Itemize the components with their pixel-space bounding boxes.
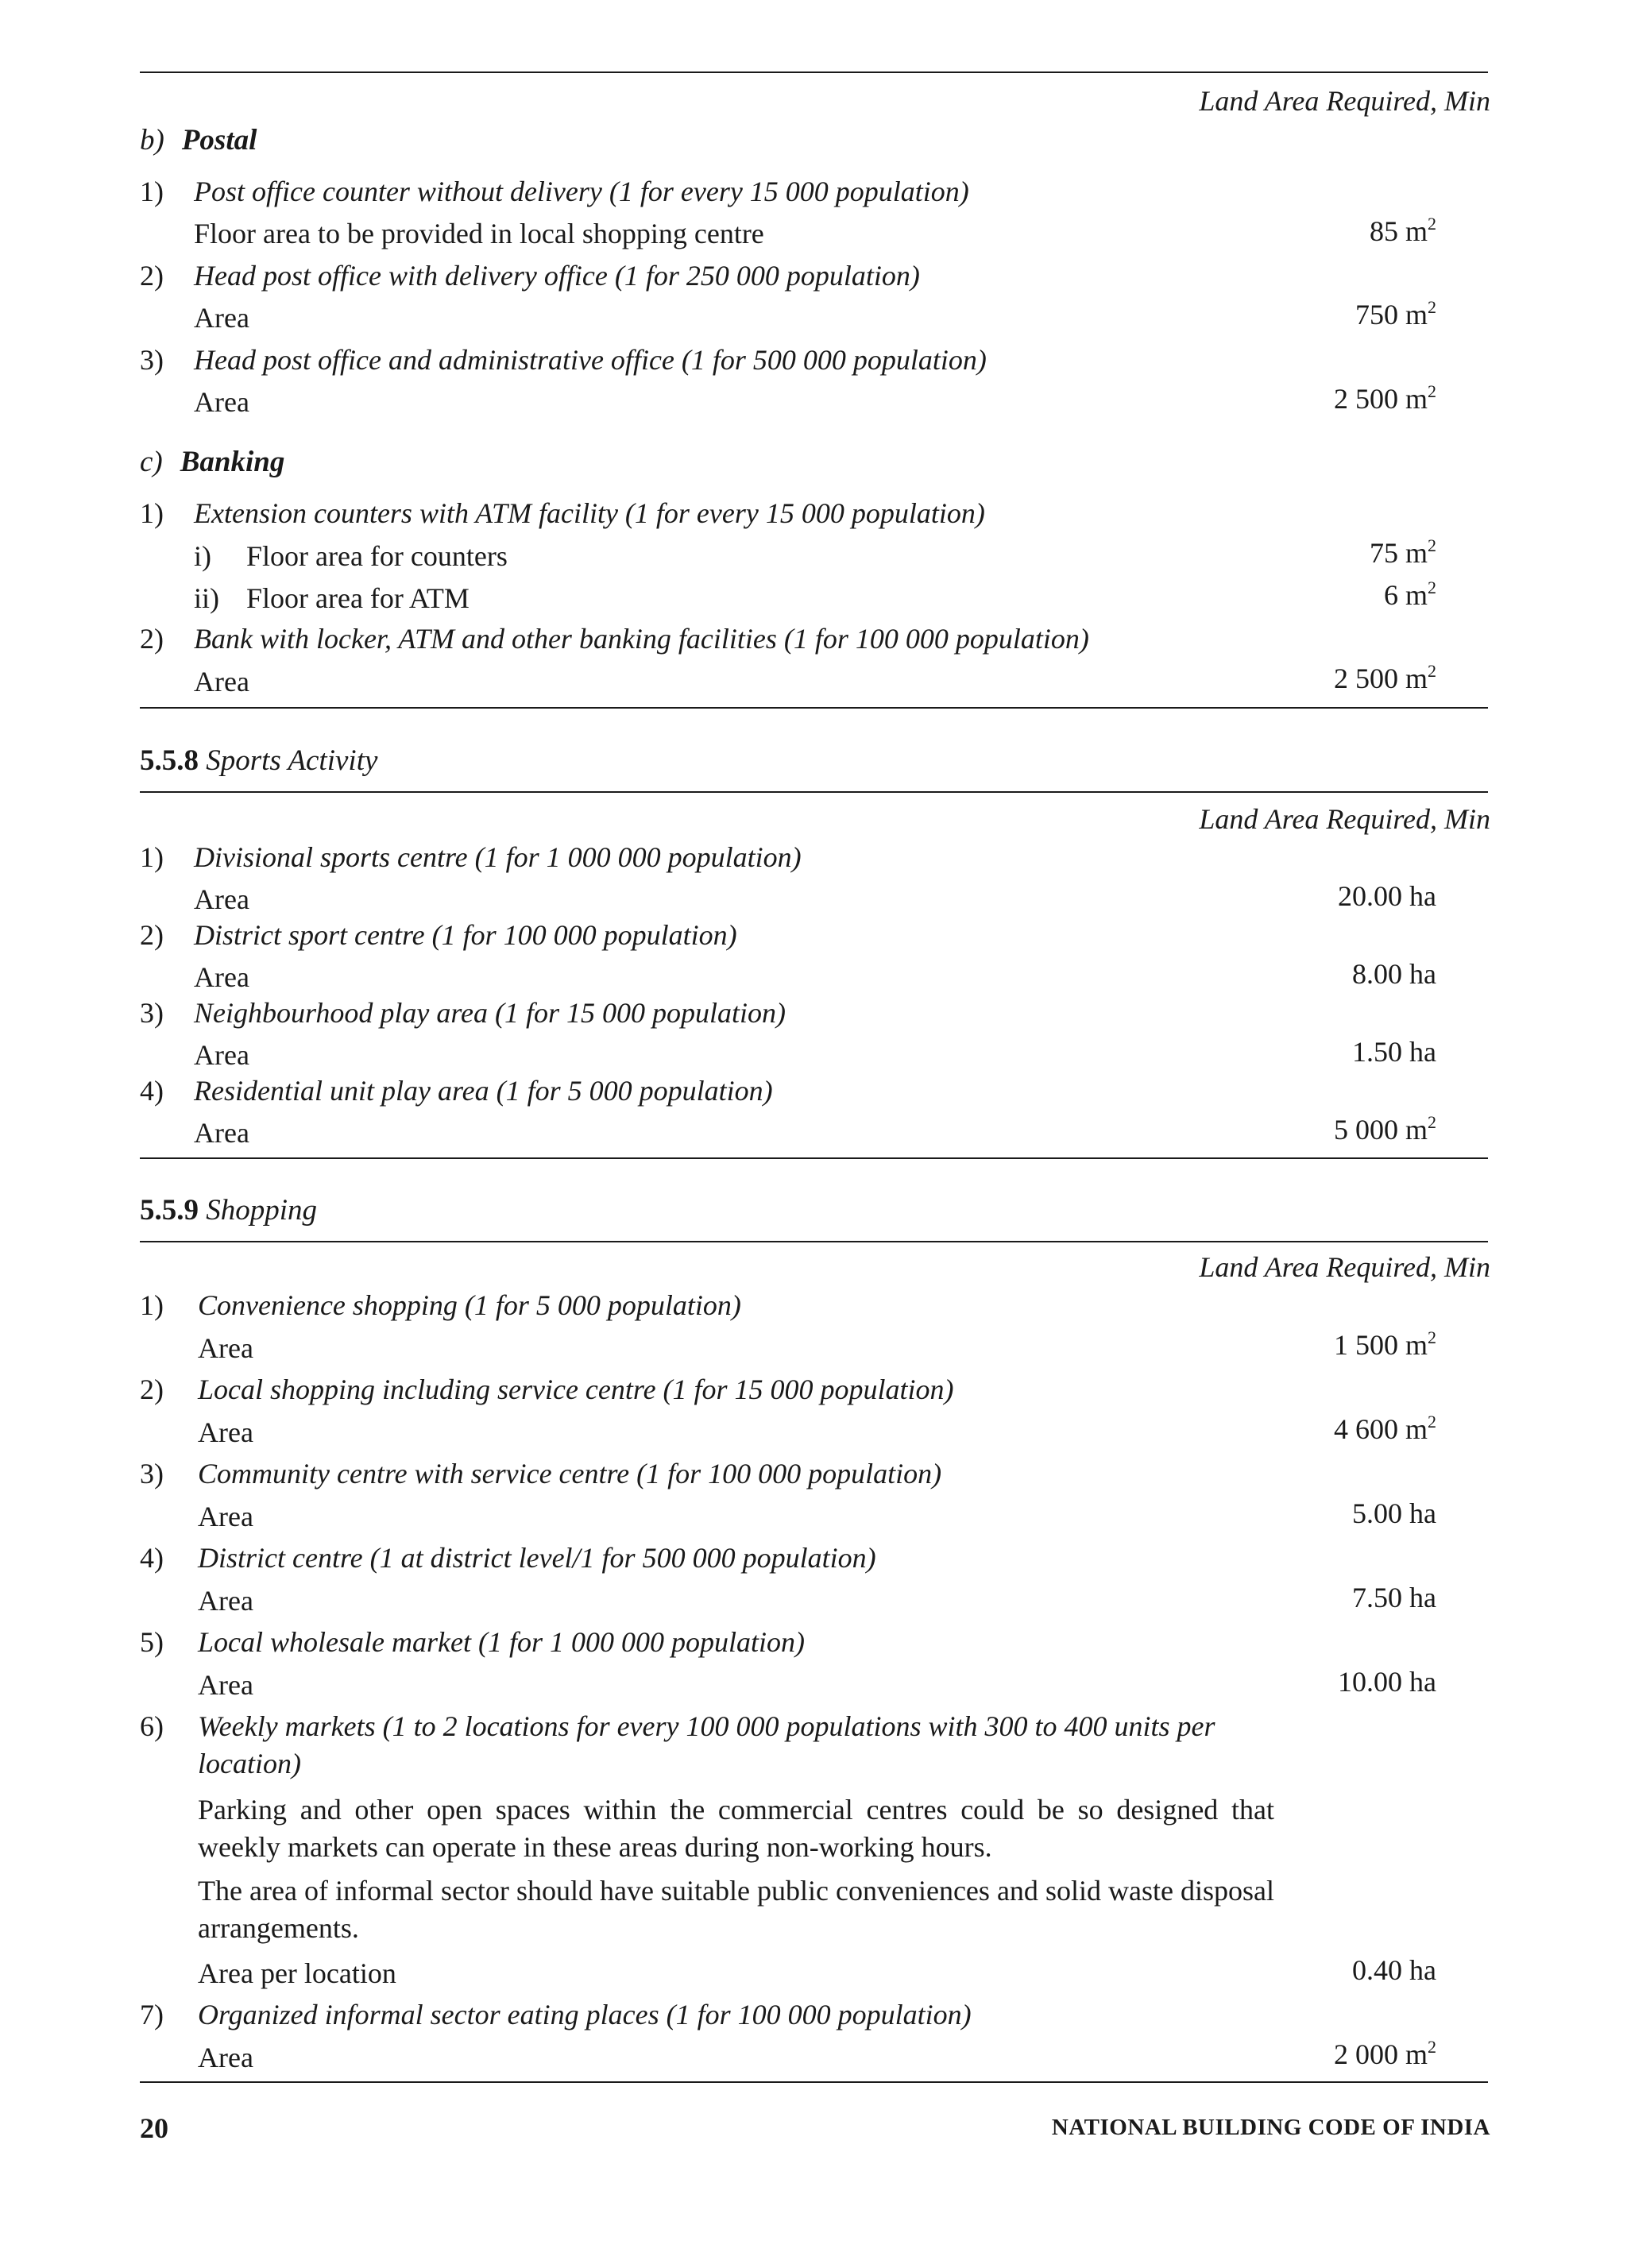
rule-bottom-sports xyxy=(140,1157,1488,1159)
section-label: b) xyxy=(140,124,164,156)
rule-top xyxy=(140,71,1488,73)
section-sports-heading xyxy=(140,744,377,778)
item-sub: Area xyxy=(194,883,249,915)
page-number: 20 xyxy=(140,2112,168,2144)
item-value: 85 $m^2$ xyxy=(1369,214,1436,247)
paragraph: Parking and other open spaces within the commercial centres could be so designed that weekly markets can operate in these areas during non-working hours. xyxy=(198,1794,1274,1863)
item-sub: i) Floor area for counters xyxy=(194,540,508,572)
item-number: 3) xyxy=(140,997,164,1029)
item-sub: Area xyxy=(194,302,249,334)
item-title: District centre (1 at district level/1 for 500 000 population) xyxy=(198,1542,876,1574)
section-number: 5.5.8 xyxy=(140,744,199,777)
item-title: District sport centre (1 for 100 000 population) xyxy=(194,919,737,951)
item-sub: Area xyxy=(194,961,249,993)
item-value: 75 $m^2$ xyxy=(1369,535,1436,569)
paragraph: The area of informal sector should have suitable public conveniences and solid waste disposal arrangements. xyxy=(198,1875,1274,1944)
running-footer-title: NATIONAL BUILDING CODE OF INDIA xyxy=(1051,2115,1490,2140)
section-number: 5.5.9 xyxy=(140,1194,199,1227)
item-title: Organized informal sector eating places (1 for 100 000 population) xyxy=(198,1999,972,2030)
item-title: Weekly markets (1 to 2 locations for every 100 000 populations with 300 to 400 units per location) xyxy=(198,1710,1215,1779)
item-value: 1.50 ha xyxy=(1352,1036,1436,1068)
item-value: 2 000 $m^2$ xyxy=(1333,2037,1436,2070)
item-sub: Area xyxy=(198,1501,253,1532)
item-title: Bank with locker, ATM and other banking facilities (1 for 100 000 population) xyxy=(194,623,1089,655)
item-value: 7.50 ha xyxy=(1352,1582,1436,1613)
item-sub: Area xyxy=(198,1669,253,1701)
item-sub: Area xyxy=(194,1117,249,1149)
item-sub: Area xyxy=(198,1332,253,1364)
item-title: Head post office and administrative office (1 for 500 000 population) xyxy=(194,344,987,376)
item-sub: Area xyxy=(194,666,249,697)
item-number: 4) xyxy=(140,1075,164,1107)
item-title: Divisional sports centre (1 for 1 000 000 population) xyxy=(194,841,802,873)
item-title: Neighbourhood play area (1 for 15 000 population) xyxy=(194,997,786,1029)
item-number: 2) xyxy=(140,1374,164,1405)
item-value: 10.00 ha xyxy=(1338,1666,1436,1698)
column-header-shopping: Land Area Required, Min xyxy=(1199,1251,1490,1283)
column-header-postal: Land Area Required, Min xyxy=(1199,85,1490,117)
item-value: 1 500 $m^2$ xyxy=(1333,1327,1436,1361)
item-value: 20.00 ha xyxy=(1338,880,1436,912)
item-title: Post office counter without delivery (1 for every 15 000 population) xyxy=(194,176,969,207)
item-title: Extension counters with ATM facility (1 for every 15 000 population) xyxy=(194,497,985,529)
item-sub: Area xyxy=(198,1416,253,1448)
column-header-sports: Land Area Required, Min xyxy=(1199,803,1490,835)
item-number: 7) xyxy=(140,1999,164,2030)
item-sub: Area xyxy=(198,2042,253,2073)
item-sub: Area xyxy=(198,1585,253,1617)
item-sub: ii) Floor area for ATM xyxy=(194,582,470,614)
item-sub: Area xyxy=(194,386,249,418)
item-value: 2 500 $m^2$ xyxy=(1333,381,1436,415)
section-banking-heading xyxy=(140,445,284,479)
item-number: 4) xyxy=(140,1542,164,1574)
item-number: 1) xyxy=(140,176,164,207)
item-number: 1) xyxy=(140,497,164,529)
item-title: Community centre with service centre (1 for 100 000 population) xyxy=(198,1458,942,1489)
section-title: Postal xyxy=(181,124,257,156)
section-title: Banking xyxy=(180,446,285,478)
item-number: 3) xyxy=(140,344,164,376)
item-title: Local wholesale market (1 for 1 000 000 population) xyxy=(198,1626,805,1658)
item-value: 8.00 ha xyxy=(1352,958,1436,990)
item-sub: Area per location xyxy=(198,1957,396,1989)
item-title: Head post office with delivery office (1 for 250 000 population) xyxy=(194,260,920,292)
item-number: 2) xyxy=(140,260,164,292)
section-shopping-heading xyxy=(140,1193,317,1227)
section-label: c) xyxy=(140,446,163,478)
item-sub: Area xyxy=(194,1039,249,1071)
item-value: 5.00 ha xyxy=(1352,1497,1436,1529)
section-postal-heading xyxy=(140,123,257,157)
section-title: Sports Activity xyxy=(206,744,378,777)
item-number: 1) xyxy=(140,841,164,873)
item-value: 4 600 $m^2$ xyxy=(1333,1412,1436,1445)
item-value: 6 $m^2$ xyxy=(1383,578,1436,611)
section-title: Shopping xyxy=(206,1194,318,1227)
item-title: Convenience shopping (1 for 5 000 population) xyxy=(198,1289,741,1321)
item-sub: Floor area to be provided in local shopping centre xyxy=(194,218,764,249)
item-number: 6) xyxy=(140,1710,164,1742)
item-value: 5 000 $m^2$ xyxy=(1333,1112,1436,1146)
item-value: 750 $m^2$ xyxy=(1355,297,1436,330)
item-number: 3) xyxy=(140,1458,164,1489)
rule-bottom-banking xyxy=(140,707,1488,709)
rule-top-sports xyxy=(140,791,1488,793)
item-title: Residential unit play area (1 for 5 000 population) xyxy=(194,1075,773,1107)
item-number: 2) xyxy=(140,623,164,655)
item-number: 2) xyxy=(140,919,164,951)
item-title: Local shopping including service centre (1 for 15 000 population) xyxy=(198,1374,954,1405)
item-number: 5) xyxy=(140,1626,164,1658)
item-value: 0.40 ha xyxy=(1352,1954,1436,1986)
rule-bottom-shopping xyxy=(140,2081,1488,2083)
item-value: 2 500 $m^2$ xyxy=(1333,661,1436,694)
item-number: 1) xyxy=(140,1289,164,1321)
rule-top-shopping xyxy=(140,1241,1488,1242)
